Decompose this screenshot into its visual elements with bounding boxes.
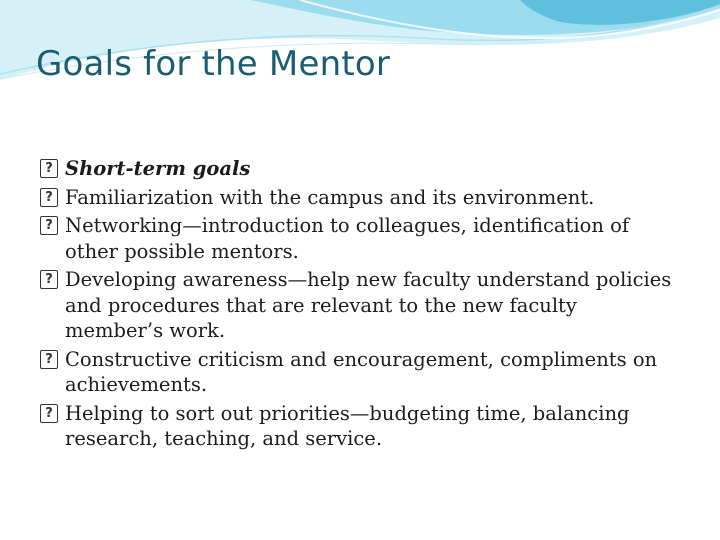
- unknown-glyph-box-icon: ?: [40, 188, 58, 207]
- list-item-text: Networking—introduction to colleagues, identification of other possible mentors.: [65, 214, 630, 263]
- list-item-text: Constructive criticism and encouragement, compliments on achievements.: [65, 347, 658, 396]
- list-item-text: Short-term goals: [65, 157, 251, 180]
- unknown-glyph-box-icon: ?: [40, 350, 58, 369]
- unknown-glyph-box-icon: ?: [40, 404, 58, 423]
- list-item: [40, 156, 680, 182]
- unknown-glyph-box-icon: ?: [40, 216, 58, 235]
- unknown-glyph-box-icon: ?: [40, 159, 58, 178]
- slide-title: Goals for the Mentor: [36, 44, 391, 84]
- list-item-text: Helping to sort out priorities—budgeting time, balancing research, teaching, and service.: [65, 401, 630, 450]
- bullet-list: [40, 156, 680, 455]
- list-item-text: Familiarization with the campus and its environment.: [65, 185, 595, 209]
- list-item: [40, 213, 680, 264]
- list-item: [40, 267, 680, 344]
- list-item: [40, 185, 680, 211]
- list-item: [40, 347, 680, 398]
- unknown-glyph-box-icon: ?: [40, 270, 58, 289]
- list-item-text: Developing awareness—help new faculty understand policies and procedures that are relevant to the new faculty member’s work.: [65, 268, 672, 342]
- list-item: [40, 401, 680, 452]
